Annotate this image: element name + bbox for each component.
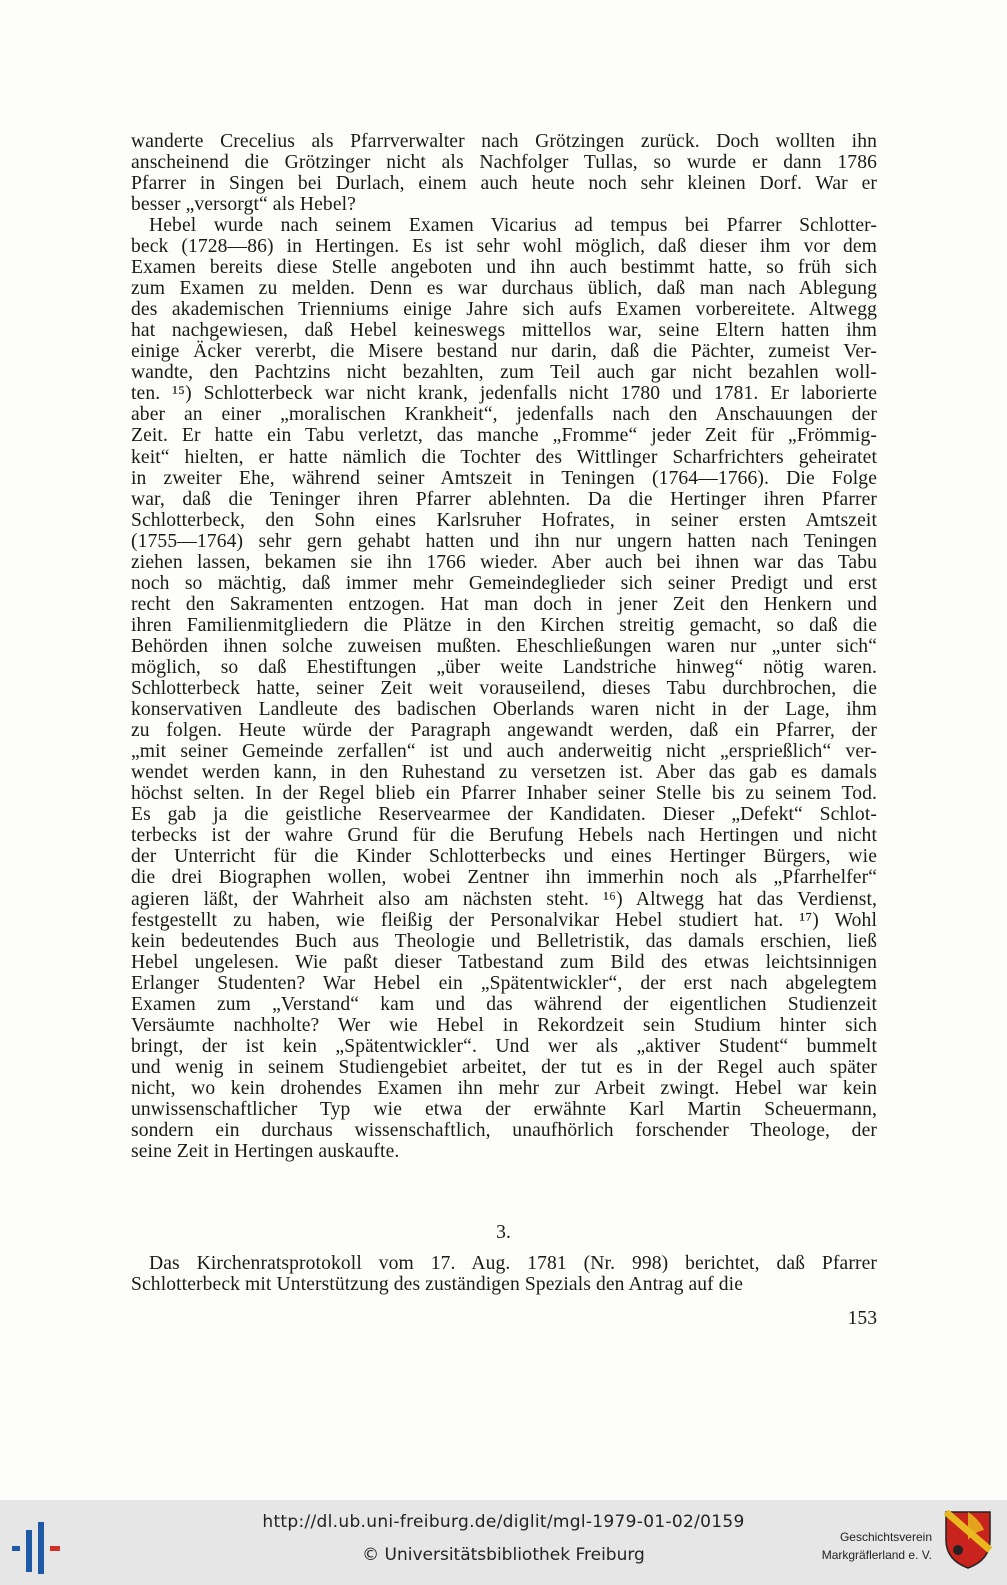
text-line: noch so mächtig, daß immer mehr Gemeindeglieder sich seiner Predigt und erst — [131, 572, 877, 594]
text-line: Es gab ja die geistliche Reservearmee der Kandidaten. Dieser „Defekt“ Schlot- — [131, 804, 877, 826]
text-line: Examen zum „Verstand“ kam und das während der eigentlichen Studienzeit — [131, 993, 877, 1015]
text-line: Hebel wurde nach seinem Examen Vicarius ad tempus bei Pfarrer Schlotter- — [149, 215, 877, 236]
text-line: des akademischen Trienniums einige Jahre sich aufs Examen vorbereitete. Altwegg — [131, 299, 877, 321]
text-line: ihren Familienmitgliedern die Plätze in den Kirchen streitig gemacht, so daß die — [131, 614, 877, 636]
text-line: „mit seiner Gemeinde zerfallen“ ist und auch anderweitig nicht „ersprießlich“ ver- — [131, 741, 877, 763]
text-line: ziehen lassen, bekamen sie ihn 1766 wieder. Aber auch bei ihnen war das Tabu — [131, 551, 877, 573]
text-line: in zweiter Ehe, während seiner Amtszeit in Teningen (1764—1766). Die Folge — [131, 467, 877, 489]
text-line: kein bedeutendes Buch aus Theologie und Belletristik, das damals erschien, ließ — [131, 930, 877, 952]
text-line: Hebel ungelesen. Wie paßt dieser Tatbestand zum Bild des etwas leichtsinnigen — [131, 951, 877, 973]
page-number: 153 — [847, 1308, 877, 1329]
text-line: (1755—1764) sehr gern gehabt hatten und ihn nur ungern hatten nach Teningen — [131, 530, 877, 552]
text-line: der Unterricht für die Kinder Schlotterbecks und eines Hertinger Bürgers, wie — [131, 846, 877, 868]
text-line: festgestellt zu haben, wie fleißig der Personalvikar Hebel studiert hat. ¹⁷) Wohl — [131, 909, 877, 931]
text-line: anscheinend die Grötzinger nicht als Nachfolger Tullas, so wurde er dann 1786 — [131, 152, 877, 174]
text-line: wanderte Crecelius als Pfarrverwalter nach Grötzingen zurück. Doch wollten ihn — [131, 131, 877, 152]
text-line: Schlotterbeck mit Unterstützung des zuständigen Spezials den Antrag auf die — [131, 1274, 744, 1296]
text-line: seine Zeit in Hertingen auskaufte. — [131, 1141, 400, 1163]
society-name — [812, 1528, 932, 1564]
text-line: und wenig in seinem Studiengebiet arbeitet, der tut es in der Regel auch später — [131, 1056, 877, 1078]
text-line: nicht, wo kein drohendes Examen ihn mehr zur Arbeit zwingt. Hebel war kein — [131, 1077, 877, 1099]
footer-bar — [0, 1500, 1007, 1585]
text-line: Behörden ihnen solche zuweisen mußten. Eheschließungen waren nur „unter sich“ — [131, 635, 877, 657]
text-line: Zeit. Er hatte ein Tabu verletzt, das manche „Fromme“ jeder Zeit für „Frömmig- — [131, 425, 877, 447]
text-line: Schlotterbeck, den Sohn eines Karlsruher Hofrates, in seiner ersten Amtszeit — [131, 509, 877, 531]
paragraph-3 — [131, 1253, 877, 1295]
text-line: Examen bereits diese Stelle angeboten und ihn auch bestimmt hatte, so früh sich — [131, 257, 877, 279]
society-line-1: Geschichtsverein — [839, 1530, 932, 1544]
text-line: aber an einer „moralischen Krankheit“, jedenfalls nach den Anschauungen der — [131, 404, 877, 426]
text-line: sondern ein durchaus wissenschaftlich, unaufhörlich forschender Theologe, der — [131, 1120, 877, 1142]
text-line: keit“ hielten, er hatte nämlich die Tochter des Wittlinger Scharfrichters geheiratet — [131, 446, 877, 468]
text-line: zum Examen zu melden. Denn es war durchaus üblich, daß man nach Ablegung — [131, 278, 877, 300]
section-number: 3. — [496, 1222, 511, 1243]
footer-copyright: © Universitätsbibliothek Freiburg — [362, 1545, 645, 1565]
text-line: war, daß die Teninger ihren Pfarrer ablehnten. Da die Hertinger ihren Pfarrer — [131, 488, 877, 510]
text-line: besser „versorgt“ als Hebel? — [131, 194, 356, 216]
text-line: wandte, den Pachtzins nicht bezahlten, zum Teil auch gar nicht bezahlen woll- — [131, 362, 877, 384]
society-line-2: Markgräflerland e. V. — [821, 1548, 932, 1562]
text-line: Versäumte nachholte? Wer wie Hebel in Rekordzeit sein Studium hinter sich — [131, 1014, 877, 1036]
text-line: beck (1728—86) in Hertingen. Es ist sehr wohl möglich, daß dieser ihm vor dem — [131, 236, 877, 258]
coat-of-arms-icon — [944, 1510, 992, 1570]
text-line: recht den Sakramenten entzogen. Hat man doch in jener Zeit den Henkern und — [131, 593, 877, 615]
text-line: Das Kirchenratsprotokoll vom 17. Aug. 1781 (Nr. 998) berichtet, daß Pfarrer — [149, 1253, 877, 1274]
paragraph-2 — [131, 215, 877, 1162]
text-line: agieren läßt, der Wahrheit also am nächsten steht. ¹⁶) Altwegg hat das Verdienst, — [131, 888, 877, 910]
text-line: ten. ¹⁵) Schlotterbeck war nicht krank, jedenfalls nicht 1780 und 1781. Er laborierte — [131, 383, 877, 405]
text-line: Schlotterbeck hatte, seiner Zeit weit vorauseilend, dieses Tabu durchbrochen, die — [131, 678, 877, 700]
text-line: einige Äcker vererbt, die Misere bestand nur darin, daß die Pächter, zumeist Ver- — [131, 341, 877, 363]
text-line: Pfarrer in Singen bei Durlach, einem auch heute noch sehr kleinen Dorf. War er — [131, 173, 877, 195]
text-line: terbecks ist der wahre Grund für die Berufung Hebels nach Hertingen und nicht — [131, 825, 877, 847]
text-line: konservativen Landleute des badischen Oberlands waren nicht in der Lage, ihm — [131, 699, 877, 721]
footer-url-link[interactable]: http://dl.ub.uni-freiburg.de/diglit/mgl-1979-01-02/0159 — [262, 1512, 745, 1532]
text-line: zu folgen. Heute würde der Paragraph angewandt werden, daß ein Pfarrer, der — [131, 720, 877, 742]
text-line: möglich, so daß Ehestiftungen „über weite Landstriche hinweg“ nötig waren. — [131, 656, 877, 678]
text-line: hat nachgewiesen, daß Hebel keineswegs mittellos war, seine Eltern hatten ihm — [131, 320, 877, 342]
paragraph-1 — [131, 131, 877, 215]
text-line: die drei Biographen wollen, wobei Zentner ihn immerhin noch als „Pfarrhelfer“ — [131, 867, 877, 889]
text-line: wendet werden kann, in den Ruhestand zu versetzen ist. Aber das gab es damals — [131, 762, 877, 784]
text-line: Erlanger Studenten? War Hebel ein „Spätentwickler“, der erst nach abgelegtem — [131, 972, 877, 994]
text-line: höchst selten. In der Regel blieb ein Pfarrer Inhaber seiner Stelle bis zu seinem Tod. — [131, 783, 877, 805]
text-line: unwissenschaftlicher Typ wie etwa der erwähnte Karl Martin Scheuermann, — [131, 1098, 877, 1120]
text-line: bringt, der ist kein „Spätentwickler“. Und wer als „aktiver Student“ bummelt — [131, 1035, 877, 1057]
